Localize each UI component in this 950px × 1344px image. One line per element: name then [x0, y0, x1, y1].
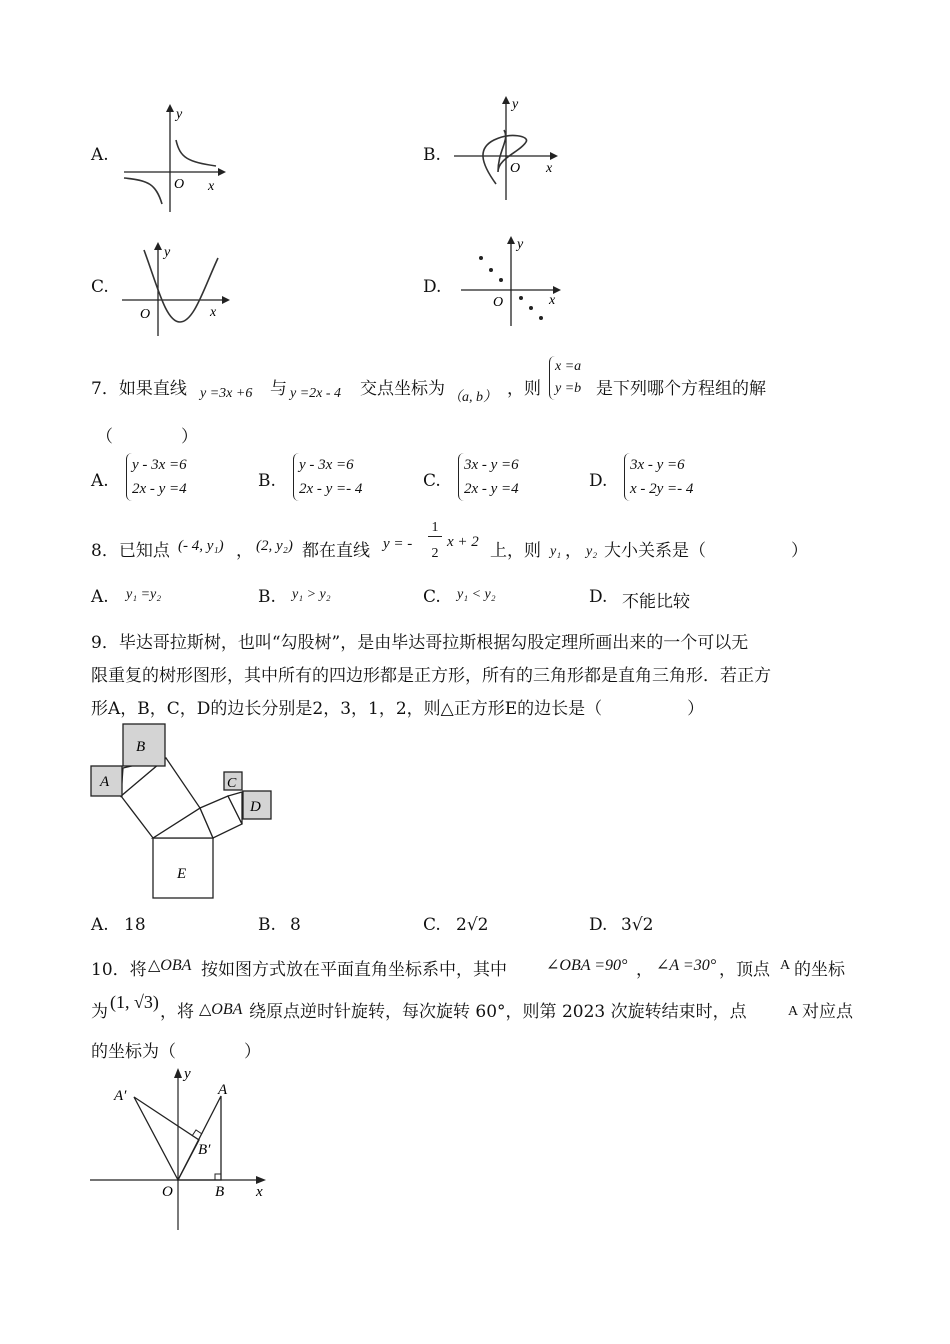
q7-text: 是下列哪个方程组的解	[596, 379, 766, 399]
q7-option-c-system	[458, 453, 519, 501]
q10-text: 对应点	[802, 1002, 853, 1022]
q9-line: 形A，B，C，D的边长分别是2，3，1，2，则△正方形E的边长是（ ）	[91, 699, 705, 719]
x-axis-arrow	[256, 1176, 266, 1184]
q10-text: ，将	[160, 1002, 194, 1022]
axis-x-label: x	[210, 305, 217, 320]
system-line: 2x - y =4	[464, 481, 519, 497]
q8-option-b-text: y₁ > y₂	[292, 587, 331, 602]
q9-line: 限重复的树形图形，其中所有的四边形都是正方形，所有的三角形都是直角三角形．若正方	[91, 666, 771, 686]
triangle-oba-rotated	[134, 1097, 199, 1180]
q7-option-a-label: A.	[91, 471, 109, 491]
q7-line1: y =3x +6	[200, 386, 253, 401]
origin-label: O	[174, 177, 185, 192]
q7-point: （a, b）	[448, 390, 497, 405]
q10-text: 按如图方式放在平面直角坐标系中，其中	[201, 960, 507, 980]
q6-option-b-label: B.	[423, 145, 441, 165]
hyperbola-branch-right	[176, 140, 216, 166]
q8-text: 大小关系是（ ）	[604, 541, 808, 561]
q10-rotation-figure	[88, 1064, 273, 1234]
q9-option-c-label: C.	[423, 915, 441, 935]
data-point	[489, 268, 493, 272]
data-point	[519, 296, 523, 300]
y-axis-arrow	[154, 242, 162, 250]
q8-y2: y₂	[586, 544, 598, 559]
q8-text: ，	[236, 541, 253, 561]
data-point	[529, 306, 533, 310]
q10-angle1: ∠OBA =90°	[546, 957, 628, 974]
q7-option-c-label: C.	[423, 471, 441, 491]
system-line: y - 3x =6	[132, 457, 187, 473]
q9-option-d-label: D.	[589, 915, 608, 935]
axis-x-label: x	[546, 161, 553, 176]
axis-y-label: y	[164, 245, 171, 260]
q7-text: 与	[270, 379, 287, 399]
q7-option-d-label: D.	[589, 471, 608, 491]
label-b: B	[215, 1184, 225, 1200]
q8-eq-left: y = -	[383, 536, 413, 552]
right-angle-b	[215, 1174, 221, 1180]
q8-point2: (2, y₂)	[256, 538, 293, 554]
axis-y-label: y	[517, 237, 524, 252]
q10-text: ，顶点	[719, 960, 770, 980]
q7-number: 7．	[91, 379, 119, 399]
q9-option-c-text: 2√2	[456, 915, 489, 935]
q7-option-d-system	[624, 453, 693, 501]
q8-option-a-text: y₁ =y₂	[126, 587, 162, 602]
square-b-label: B	[136, 739, 146, 755]
q6-graph-c	[118, 238, 233, 338]
y-axis-arrow	[166, 104, 174, 112]
q9-option-a-text: 18	[124, 915, 146, 935]
q7-text: ，则	[507, 379, 541, 399]
label-a-prime: A′	[114, 1088, 127, 1104]
origin-label: O	[493, 295, 504, 310]
q6-option-a-label: A.	[91, 145, 109, 165]
y-axis-arrow	[174, 1068, 182, 1078]
q10-triangle: △OBA	[148, 957, 192, 974]
q7-solution-system	[549, 356, 581, 400]
q10-text: ，	[636, 960, 653, 980]
system-line: x - 2y =- 4	[630, 481, 694, 497]
q6-option-d-label: D.	[423, 277, 442, 297]
system-line: 3x - y =6	[630, 457, 685, 473]
q9-stem	[91, 627, 771, 726]
x-axis-arrow	[222, 296, 230, 304]
x-axis-arrow	[550, 152, 558, 160]
system-line: 2x - y =4	[132, 481, 187, 497]
q9-option-b-label: B.	[258, 915, 276, 935]
axis-y-label: y	[512, 97, 519, 112]
label-x: x	[256, 1184, 263, 1200]
q7-answer-paren: （ ）	[96, 427, 198, 447]
q8-text: 已知点	[118, 541, 170, 561]
q7-option-b-system	[293, 453, 362, 501]
pythagoras-tree-figure	[88, 722, 276, 904]
origin-label: O	[140, 307, 151, 322]
q7-line2: y =2x - 4	[290, 386, 342, 401]
system-line: y - 3x =6	[299, 457, 354, 473]
label-o: O	[162, 1184, 173, 1200]
q8-eq-right: x + 2	[447, 534, 479, 550]
q8-point1: (- 4, y₁)	[178, 538, 224, 554]
q8-text: 都在直线	[302, 541, 370, 561]
y-axis-arrow	[507, 236, 515, 244]
q7-option-b-label: B.	[258, 471, 276, 491]
q8-option-d-label: D.	[589, 587, 608, 607]
q6-graph-d	[455, 232, 567, 332]
y-axis-arrow	[502, 96, 510, 104]
q10-point-a: A	[788, 1004, 799, 1019]
q10-angle2: ∠A =30°	[656, 957, 717, 974]
q6-graph-a	[118, 100, 228, 215]
q7-text: 如果直线	[118, 379, 187, 399]
q8-text: ，	[565, 541, 582, 561]
origin-label: O	[510, 161, 521, 176]
q10-triangle: △OBA	[199, 1001, 243, 1018]
q10-point-a: A	[780, 958, 791, 973]
q10-text: 的坐标	[794, 960, 845, 980]
q8-frac-den: 2	[431, 546, 439, 561]
q8-option-a-label: A.	[91, 587, 109, 607]
q8-y1: y₁	[550, 544, 562, 559]
q8-option-d-text: 不能比较	[622, 592, 690, 612]
square-d-label: D	[250, 799, 261, 815]
q9-line: 9．毕达哥拉斯树，也叫“勾股树”，是由毕达哥拉斯根据勾股定理所画出来的一个可以无	[91, 633, 749, 653]
q8-option-b-label: B.	[258, 587, 276, 607]
q8-stem	[91, 536, 170, 561]
q9-option-d-text: 3√2	[621, 915, 654, 935]
data-point	[479, 256, 483, 260]
q7-sys-line: x =a	[555, 359, 582, 374]
q10-text: 10．将	[91, 960, 147, 980]
axis-x-label: x	[208, 179, 215, 194]
q9-option-a-label: A.	[91, 915, 109, 935]
hyperbola-branch-left	[124, 178, 162, 204]
q8-option-c-text: y₁ < y₂	[457, 587, 496, 602]
q8-option-c-label: C.	[423, 587, 441, 607]
q7-sys-line: y =b	[555, 381, 582, 396]
square-c-label: C	[227, 776, 237, 791]
q6-graph-b	[450, 92, 565, 204]
axis-x-label: x	[549, 293, 556, 308]
x-axis-arrow	[218, 168, 226, 176]
q7-stem	[91, 374, 187, 399]
label-b-prime: B′	[198, 1142, 211, 1158]
q7-option-a-system	[126, 453, 187, 501]
data-point	[539, 316, 543, 320]
q6-option-c-label: C.	[91, 277, 109, 297]
q10-text: 为	[91, 1002, 108, 1022]
q8-frac-num: 1	[428, 520, 442, 537]
square-a-label: A	[100, 774, 110, 790]
q9-option-b-text: 8	[290, 915, 301, 935]
label-a: A	[218, 1082, 228, 1098]
q10-text: 的坐标为（ ）	[91, 1042, 261, 1062]
system-line: 2x - y =- 4	[299, 481, 363, 497]
system-line: 3x - y =6	[464, 457, 519, 473]
q8-number: 8．	[91, 541, 119, 561]
q7-text: 交点坐标为	[360, 379, 445, 399]
q10-coord: (1, √3)	[110, 992, 159, 1012]
q8-text: 上，则	[490, 541, 541, 561]
label-y: y	[184, 1066, 191, 1082]
data-point	[499, 278, 503, 282]
square-e-label: E	[177, 866, 187, 882]
axis-y-label: y	[176, 107, 183, 122]
parabola	[144, 250, 218, 322]
q10-text: 绕原点逆时针旋转，每次旋转 60°，则第 2023 次旋转结束时，点	[249, 1002, 747, 1022]
